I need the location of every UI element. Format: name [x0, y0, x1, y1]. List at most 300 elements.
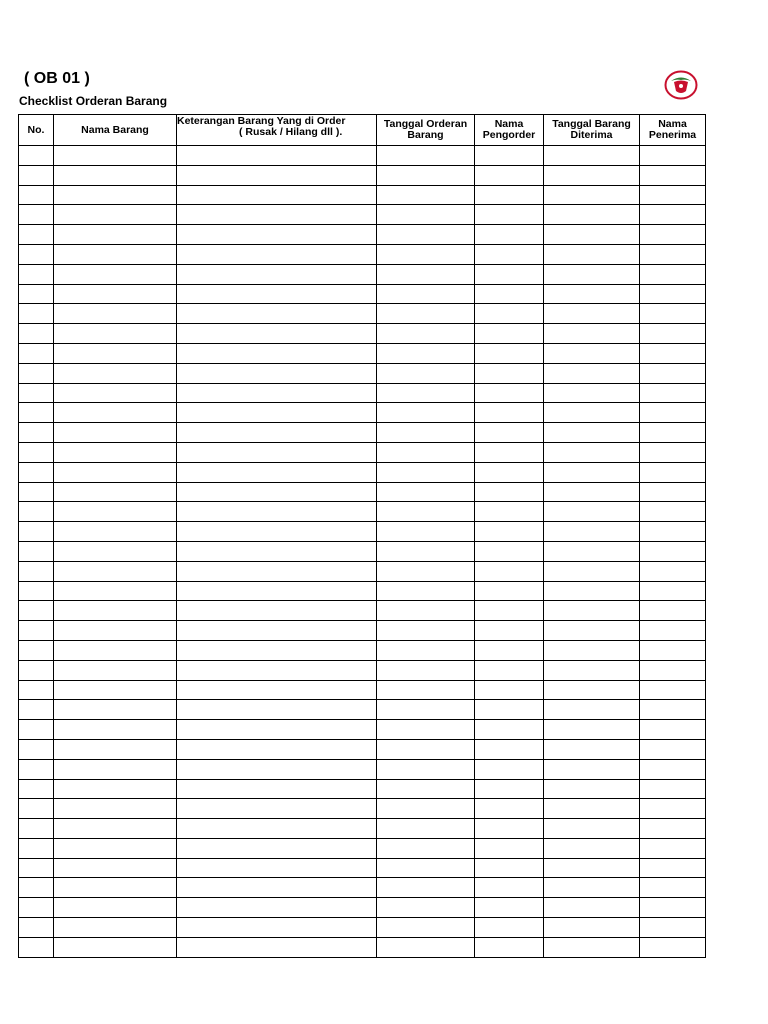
table-cell — [19, 878, 54, 898]
table-cell — [544, 759, 640, 779]
table-cell — [640, 442, 706, 462]
table-cell — [475, 244, 544, 264]
table-row — [19, 878, 706, 898]
table-cell — [544, 363, 640, 383]
table-row — [19, 799, 706, 819]
table-cell — [640, 720, 706, 740]
table-cell — [377, 720, 475, 740]
table-cell — [475, 165, 544, 185]
table-row — [19, 937, 706, 957]
table-cell — [544, 819, 640, 839]
table-cell — [54, 878, 177, 898]
table-cell — [19, 244, 54, 264]
table-cell — [54, 799, 177, 819]
table-cell — [475, 185, 544, 205]
table-cell — [377, 878, 475, 898]
table-cell — [377, 304, 475, 324]
table-cell — [475, 640, 544, 660]
header-tanggal-orderan-line2: Barang — [407, 129, 444, 141]
table-cell — [54, 304, 177, 324]
table-cell — [640, 383, 706, 403]
table-cell — [640, 640, 706, 660]
table-cell — [19, 225, 54, 245]
header-nama-penerima — [640, 115, 706, 146]
table-cell — [377, 621, 475, 641]
header-keterangan-line2: ( Rusak / Hilang dll ). — [239, 126, 343, 138]
table-cell — [475, 838, 544, 858]
table-cell — [475, 720, 544, 740]
table-cell — [544, 423, 640, 443]
table-cell — [377, 185, 475, 205]
table-cell — [54, 264, 177, 284]
table-cell — [54, 720, 177, 740]
table-cell — [377, 462, 475, 482]
table-cell — [19, 442, 54, 462]
table-cell — [54, 343, 177, 363]
table-cell — [54, 363, 177, 383]
table-cell — [544, 680, 640, 700]
table-cell — [377, 660, 475, 680]
table-cell — [54, 482, 177, 502]
table-row — [19, 462, 706, 482]
table-cell — [544, 324, 640, 344]
table-cell — [177, 442, 377, 462]
table-cell — [177, 502, 377, 522]
table-cell — [475, 205, 544, 225]
table-row — [19, 700, 706, 720]
table-row — [19, 739, 706, 759]
table-cell — [54, 502, 177, 522]
table-cell — [544, 185, 640, 205]
table-cell — [377, 601, 475, 621]
table-cell — [475, 363, 544, 383]
table-cell — [177, 264, 377, 284]
header-tanggal-diterima-line1: Tanggal Barang — [552, 118, 631, 130]
table-cell — [475, 799, 544, 819]
table-cell — [377, 918, 475, 938]
table-cell — [377, 819, 475, 839]
table-cell — [640, 660, 706, 680]
table-cell — [640, 324, 706, 344]
table-cell — [177, 205, 377, 225]
table-cell — [54, 205, 177, 225]
table-cell — [377, 403, 475, 423]
table-cell — [640, 423, 706, 443]
table-cell — [475, 541, 544, 561]
table-cell — [19, 502, 54, 522]
table-cell — [377, 799, 475, 819]
table-cell — [177, 937, 377, 957]
table-cell — [54, 284, 177, 304]
table-body — [19, 146, 706, 958]
table-cell — [640, 165, 706, 185]
table-cell — [475, 383, 544, 403]
table-cell — [377, 858, 475, 878]
table-cell — [54, 918, 177, 938]
table-cell — [544, 541, 640, 561]
table-row — [19, 858, 706, 878]
table-cell — [475, 858, 544, 878]
table-cell — [475, 937, 544, 957]
table-cell — [544, 838, 640, 858]
table-cell — [475, 819, 544, 839]
table-cell — [54, 779, 177, 799]
table-cell — [19, 720, 54, 740]
table-row — [19, 660, 706, 680]
table-row — [19, 759, 706, 779]
table-cell — [377, 264, 475, 284]
header-tanggal-diterima — [544, 115, 640, 146]
table-cell — [544, 225, 640, 245]
table-cell — [54, 937, 177, 957]
table-cell — [54, 601, 177, 621]
table-row — [19, 185, 706, 205]
table-cell — [54, 858, 177, 878]
table-cell — [19, 640, 54, 660]
table-cell — [54, 225, 177, 245]
table-cell — [377, 165, 475, 185]
table-cell — [177, 601, 377, 621]
table-cell — [54, 185, 177, 205]
table-cell — [475, 660, 544, 680]
table-cell — [19, 700, 54, 720]
header-tanggal-orderan-line1: Tanggal Orderan — [383, 118, 468, 130]
table-cell — [475, 225, 544, 245]
header-tanggal-orderan — [377, 115, 475, 146]
table-cell — [377, 482, 475, 502]
table-row — [19, 918, 706, 938]
table-cell — [475, 146, 544, 166]
table-cell — [177, 720, 377, 740]
table-cell — [177, 838, 377, 858]
table-cell — [54, 640, 177, 660]
table-cell — [54, 898, 177, 918]
table-cell — [640, 680, 706, 700]
table-cell — [177, 739, 377, 759]
table-row — [19, 205, 706, 225]
table-cell — [377, 898, 475, 918]
table-cell — [377, 700, 475, 720]
table-cell — [377, 244, 475, 264]
table-cell — [54, 165, 177, 185]
table-cell — [54, 541, 177, 561]
table-row — [19, 244, 706, 264]
table-cell — [54, 561, 177, 581]
table-cell — [640, 146, 706, 166]
table-cell — [19, 284, 54, 304]
company-logo-icon — [664, 70, 698, 100]
table-cell — [475, 680, 544, 700]
table-cell — [475, 343, 544, 363]
table-row — [19, 442, 706, 462]
table-row — [19, 561, 706, 581]
table-cell — [54, 324, 177, 344]
table-row — [19, 165, 706, 185]
form-title: Checklist Orderan Barang — [19, 94, 168, 108]
table-cell — [475, 324, 544, 344]
table-cell — [640, 918, 706, 938]
table-cell — [54, 383, 177, 403]
table-cell — [544, 878, 640, 898]
table-cell — [544, 799, 640, 819]
table-cell — [19, 858, 54, 878]
table-row — [19, 284, 706, 304]
header-nama-penerima-line2: Penerima — [648, 129, 697, 141]
table-cell — [177, 423, 377, 443]
table-row — [19, 720, 706, 740]
table-cell — [19, 601, 54, 621]
table-row — [19, 621, 706, 641]
table-cell — [544, 343, 640, 363]
table-cell — [544, 858, 640, 878]
table-row — [19, 343, 706, 363]
table-cell — [177, 225, 377, 245]
table-cell — [19, 799, 54, 819]
table-cell — [475, 502, 544, 522]
table-cell — [475, 918, 544, 938]
table-cell — [177, 680, 377, 700]
table-cell — [377, 146, 475, 166]
table-cell — [177, 898, 377, 918]
table-cell — [177, 819, 377, 839]
table-cell — [640, 343, 706, 363]
table-cell — [544, 462, 640, 482]
header-keterangan-line1: Keterangan Barang Yang di Order — [177, 115, 346, 127]
table-cell — [177, 244, 377, 264]
header-nama-penerima-line1: Nama — [658, 118, 687, 130]
table-cell — [54, 581, 177, 601]
table-row — [19, 304, 706, 324]
table-cell — [54, 819, 177, 839]
table-cell — [19, 759, 54, 779]
table-cell — [177, 522, 377, 542]
table-cell — [544, 146, 640, 166]
table-cell — [19, 264, 54, 284]
table-cell — [177, 700, 377, 720]
table-header-row — [19, 115, 706, 146]
table-cell — [377, 502, 475, 522]
table-cell — [19, 621, 54, 641]
table-row — [19, 640, 706, 660]
table-cell — [19, 838, 54, 858]
table-cell — [544, 244, 640, 264]
table-cell — [54, 680, 177, 700]
header-nama-pengorder — [475, 115, 544, 146]
table-row — [19, 819, 706, 839]
table-cell — [640, 838, 706, 858]
table-cell — [377, 284, 475, 304]
table-cell — [640, 482, 706, 502]
table-cell — [544, 937, 640, 957]
table-cell — [475, 264, 544, 284]
table-cell — [177, 878, 377, 898]
table-cell — [54, 462, 177, 482]
table-row — [19, 581, 706, 601]
table-cell — [54, 700, 177, 720]
table-cell — [640, 878, 706, 898]
table-cell — [19, 739, 54, 759]
table-cell — [640, 225, 706, 245]
table-cell — [640, 601, 706, 621]
table-row — [19, 383, 706, 403]
table-cell — [54, 403, 177, 423]
table-cell — [475, 522, 544, 542]
table-cell — [177, 304, 377, 324]
table-cell — [54, 838, 177, 858]
table-cell — [475, 898, 544, 918]
table-cell — [544, 601, 640, 621]
table-cell — [544, 165, 640, 185]
header-no — [19, 115, 54, 146]
table-cell — [54, 759, 177, 779]
table-row — [19, 779, 706, 799]
table-cell — [475, 403, 544, 423]
table-cell — [19, 304, 54, 324]
table-cell — [54, 660, 177, 680]
table-cell — [640, 522, 706, 542]
table-cell — [544, 581, 640, 601]
table-cell — [377, 324, 475, 344]
table-cell — [177, 640, 377, 660]
table-cell — [177, 482, 377, 502]
table-cell — [177, 660, 377, 680]
table-cell — [377, 541, 475, 561]
header-nama-barang-label: Nama Barang — [81, 123, 149, 136]
table-cell — [377, 739, 475, 759]
table-cell — [475, 284, 544, 304]
table-row — [19, 482, 706, 502]
table-cell — [544, 284, 640, 304]
table-cell — [475, 581, 544, 601]
table-row — [19, 264, 706, 284]
table-cell — [19, 383, 54, 403]
table-cell — [19, 403, 54, 423]
table-cell — [544, 660, 640, 680]
table-cell — [475, 482, 544, 502]
table-cell — [19, 581, 54, 601]
table-row — [19, 146, 706, 166]
table-cell — [177, 383, 377, 403]
table-cell — [377, 779, 475, 799]
table-row — [19, 601, 706, 621]
table-cell — [640, 581, 706, 601]
table-cell — [544, 720, 640, 740]
table-cell — [640, 799, 706, 819]
table-cell — [377, 383, 475, 403]
table-cell — [19, 561, 54, 581]
table-row — [19, 403, 706, 423]
table-cell — [475, 779, 544, 799]
table-cell — [544, 502, 640, 522]
table-cell — [377, 205, 475, 225]
table-cell — [640, 244, 706, 264]
table-cell — [640, 284, 706, 304]
table-cell — [377, 680, 475, 700]
table-cell — [640, 621, 706, 641]
table-cell — [544, 205, 640, 225]
table-cell — [19, 918, 54, 938]
table-cell — [377, 561, 475, 581]
table-cell — [544, 918, 640, 938]
table-row — [19, 502, 706, 522]
table-cell — [640, 898, 706, 918]
table-cell — [54, 146, 177, 166]
table-row — [19, 423, 706, 443]
table-cell — [475, 423, 544, 443]
table-cell — [544, 739, 640, 759]
table-cell — [377, 640, 475, 660]
table-cell — [19, 779, 54, 799]
table-cell — [640, 363, 706, 383]
table-cell — [177, 343, 377, 363]
table-cell — [177, 146, 377, 166]
table-cell — [377, 363, 475, 383]
form-code: ( OB 01 ) — [24, 70, 90, 87]
table-cell — [54, 244, 177, 264]
table-cell — [377, 581, 475, 601]
header-keterangan — [177, 115, 377, 146]
table-cell — [475, 561, 544, 581]
table-cell — [640, 403, 706, 423]
table-cell — [640, 304, 706, 324]
table-cell — [19, 680, 54, 700]
table-cell — [377, 423, 475, 443]
table-cell — [640, 561, 706, 581]
table-cell — [177, 185, 377, 205]
table-cell — [19, 660, 54, 680]
table-cell — [177, 284, 377, 304]
table-cell — [475, 759, 544, 779]
header-no-label: No. — [27, 123, 45, 136]
table-cell — [54, 423, 177, 443]
table-cell — [19, 363, 54, 383]
table-row — [19, 680, 706, 700]
table-cell — [54, 522, 177, 542]
table-cell — [19, 522, 54, 542]
table-cell — [475, 462, 544, 482]
table-cell — [177, 918, 377, 938]
table-cell — [640, 858, 706, 878]
table-cell — [19, 541, 54, 561]
table-cell — [377, 759, 475, 779]
table-cell — [19, 482, 54, 502]
table-cell — [177, 462, 377, 482]
table-cell — [177, 858, 377, 878]
table-cell — [377, 343, 475, 363]
table-cell — [475, 304, 544, 324]
table-row — [19, 324, 706, 344]
header-nama-barang — [54, 115, 177, 146]
table-cell — [19, 937, 54, 957]
table-cell — [19, 165, 54, 185]
table-cell — [640, 185, 706, 205]
table-cell — [19, 462, 54, 482]
table-row — [19, 838, 706, 858]
table-cell — [640, 462, 706, 482]
table-cell — [177, 363, 377, 383]
table-cell — [544, 700, 640, 720]
table-cell — [177, 759, 377, 779]
table-cell — [19, 146, 54, 166]
table-row — [19, 225, 706, 245]
table-cell — [640, 205, 706, 225]
table-cell — [54, 621, 177, 641]
table-cell — [377, 937, 475, 957]
header-nama-pengorder-line1: Nama — [494, 118, 524, 130]
table-cell — [177, 561, 377, 581]
table-cell — [544, 522, 640, 542]
table-cell — [177, 799, 377, 819]
